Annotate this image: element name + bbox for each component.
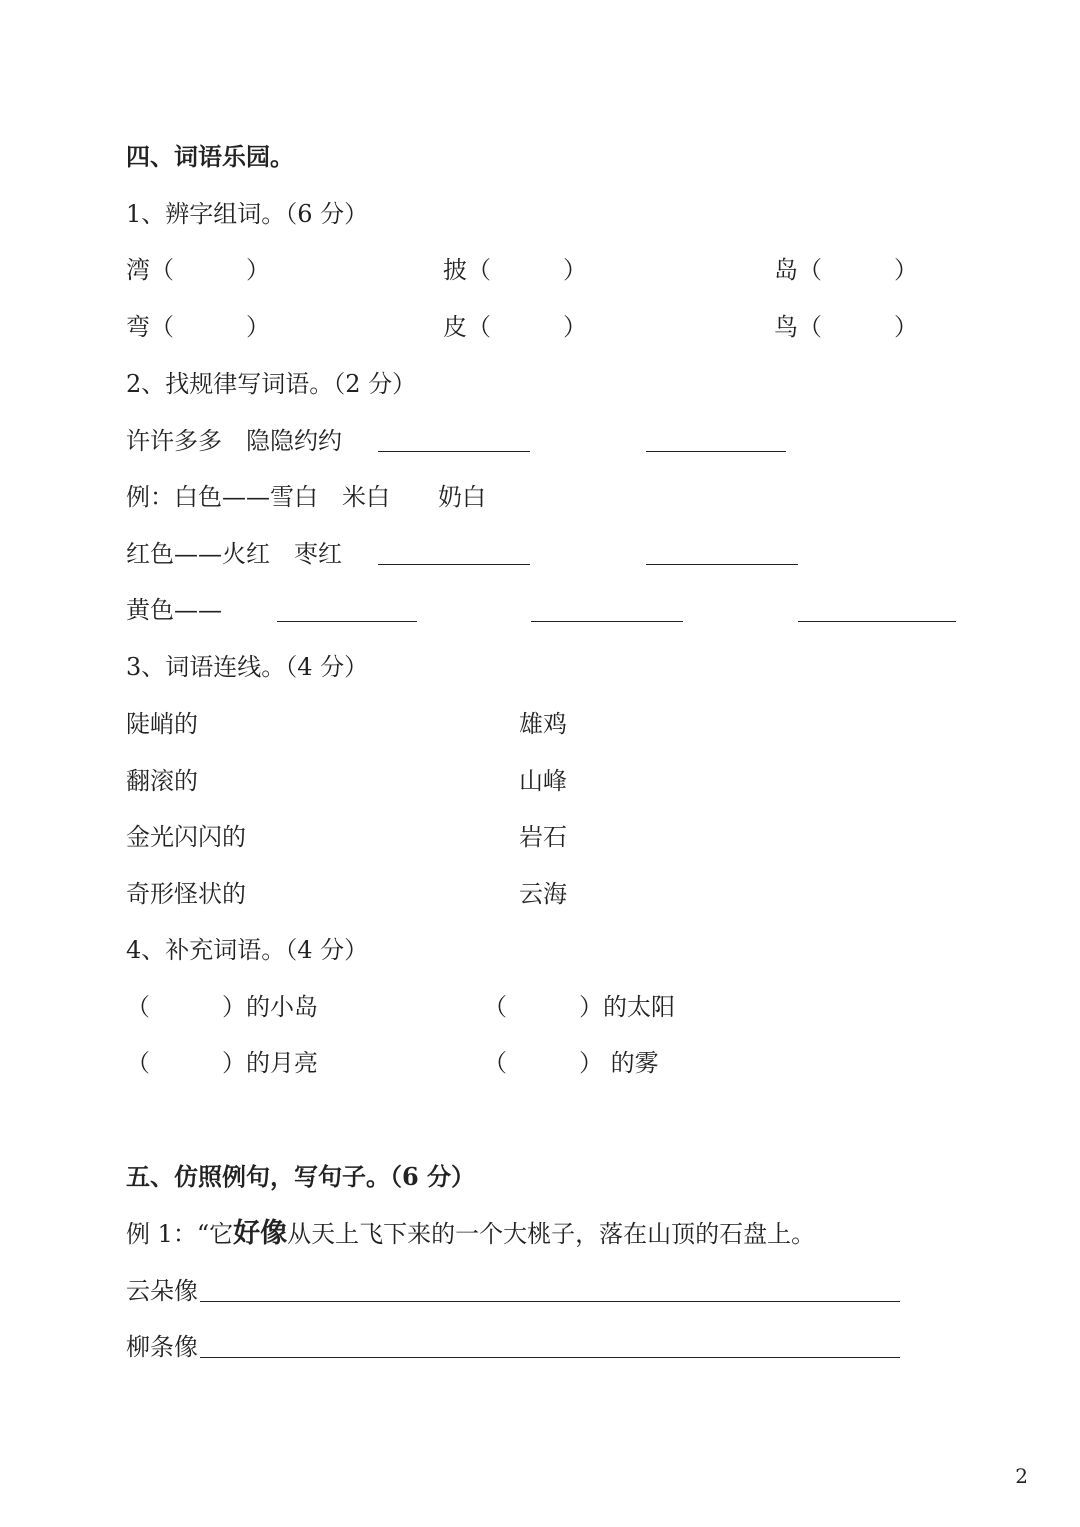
answer-blank[interactable] (378, 451, 530, 452)
q1-item: 弯（ ） (126, 313, 270, 341)
section4-title: 四、词语乐园。 (126, 142, 294, 171)
fill-phrase[interactable]: （ ）的小岛 (126, 993, 318, 1021)
example-prefix: 例 1：“它 (126, 1220, 234, 1248)
match-left-item[interactable]: 翻滚的 (126, 767, 198, 795)
match-right-item[interactable]: 岩石 (519, 823, 567, 851)
answer-blank[interactable] (646, 564, 798, 565)
answer-blank[interactable] (378, 564, 530, 565)
q1-item: 披（ ） (443, 256, 587, 284)
section5-title: 五、仿照例句，写句子。（6 分） (126, 1162, 476, 1191)
q1-item: 岛（ ） (774, 256, 918, 284)
sentence-prompt: 云朵像 (126, 1277, 198, 1305)
q2-example: 例：白色——雪白 米白 奶白 (126, 483, 486, 511)
match-right-item[interactable]: 雄鸡 (519, 710, 567, 738)
q1-item: 鸟（ ） (774, 313, 918, 341)
sentence-answer-line[interactable] (200, 1357, 900, 1358)
match-left-item[interactable]: 奇形怪状的 (126, 880, 246, 908)
page-number: 2 (1015, 1464, 1028, 1488)
match-right-item[interactable]: 云海 (519, 880, 567, 908)
example-sentence (126, 1217, 815, 1251)
fill-phrase[interactable]: （ ） 的雾 (483, 1049, 659, 1077)
match-left-item[interactable]: 陡峭的 (126, 710, 198, 738)
answer-blank[interactable] (798, 621, 956, 622)
q1-item: 湾（ ） (126, 256, 270, 284)
example-suffix: 从天上飞下来的一个大桃子，落在山顶的石盘上。 (287, 1220, 816, 1248)
match-left-item[interactable]: 金光闪闪的 (126, 823, 246, 851)
answer-blank[interactable] (531, 621, 683, 622)
example-emphasis: 好像 (233, 1218, 288, 1249)
answer-blank[interactable] (646, 451, 786, 452)
answer-blank[interactable] (277, 621, 417, 622)
q1-title: 1、辨字组词。（6 分） (126, 200, 369, 228)
q2-title: 2、找规律写词语。（2 分） (126, 370, 417, 398)
match-right-item[interactable]: 山峰 (519, 767, 567, 795)
sentence-prompt: 柳条像 (126, 1333, 198, 1361)
q2-line3: 红色——火红 枣红 (126, 540, 342, 568)
fill-phrase[interactable]: （ ）的太阳 (483, 993, 675, 1021)
q1-item: 皮（ ） (443, 313, 587, 341)
q2-line4: 黄色—— (126, 596, 222, 624)
q3-title: 3、词语连线。（4 分） (126, 653, 369, 681)
fill-phrase[interactable]: （ ）的月亮 (126, 1049, 318, 1077)
sentence-answer-line[interactable] (200, 1301, 900, 1302)
q2-line1: 许许多多 隐隐约约 (126, 427, 342, 455)
q4-title: 4、补充词语。（4 分） (126, 936, 369, 964)
